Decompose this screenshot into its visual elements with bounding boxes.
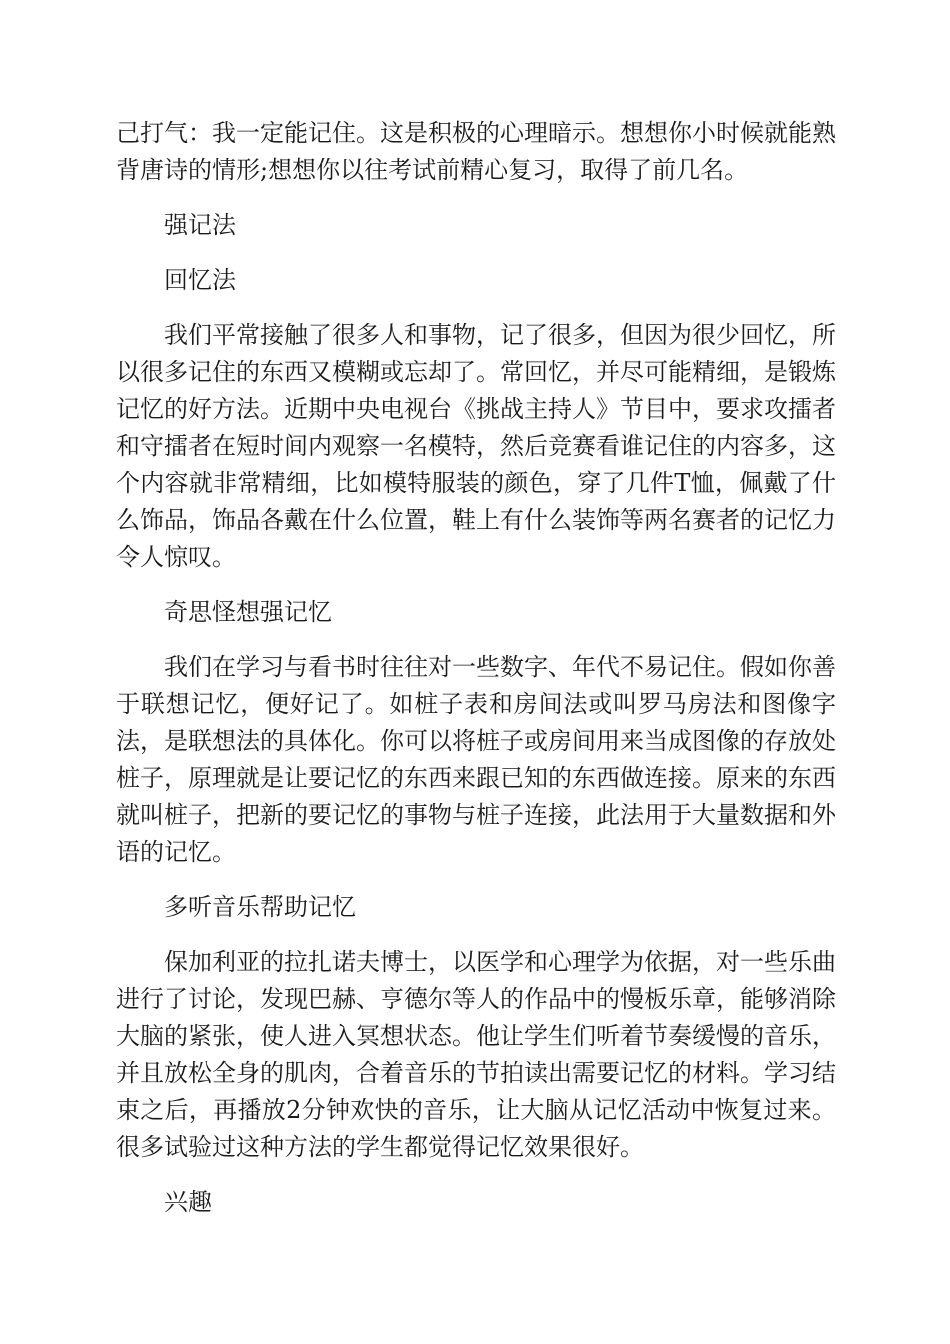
document-body [116, 115, 836, 1221]
paragraph-association-memory: 我们在学习与看书时往往对一些数字、年代不易记住。假如你善于联想记忆，便好记了。如桩子表和房间法或叫罗马房法和图像字法，是联想法的具体化。你可以将桩子或房间用来当成图像的存放处桩子，原理就是让要记忆的东西来跟已知的东西做连接。原来的东西就叫桩子，把新的要记忆的事物与桩子连接，此法用于大量数据和外语的记忆。 [116, 653, 836, 866]
heading-strong-memory: 强记法 [164, 211, 236, 239]
heading-recall-method: 回忆法 [164, 266, 236, 294]
heading-imagination-memory: 奇思怪想强记忆 [164, 598, 332, 626]
paragraph-recall-method: 我们平常接触了很多人和事物，记了很多，但因为很少回忆，所以很多记住的东西又模糊或忘却了。常回忆，并尽可能精细，是锻炼记忆的好方法。近期中央电视台《挑战主持人》节目中，要求攻擂者和守擂者在短时间内观察一名模特，然后竞赛看谁记住的内容多，这个内容就非常精细，比如模特服装的颜色，穿了几件T恤，佩戴了什么饰品，饰品各戴在什么位置，鞋上有什么装饰等两名赛者的记忆力令人惊叹。 [116, 321, 836, 571]
paragraph-self-encouragement: 己打气：我一定能记住。这是积极的心理暗示。想想你小时候就能熟背唐诗的情形;想想你以往考试前精心复习，取得了前几名。 [116, 119, 836, 184]
heading-interest: 兴趣 [164, 1188, 212, 1216]
paragraph-music-memory: 保加利亚的拉扎诺夫博士，以医学和心理学为依据，对一些乐曲进行了讨论，发现巴赫、亨德尔等人的作品中的慢板乐章，能够消除大脑的紧张，使人进入冥想状态。他让学生们听着节奏缓慢的音乐，并且放松全身的肌肉，合着音乐的节拍读出需要记忆的材料。学习结束之后，再播放2分钟欢快的音乐，让大脑从记忆活动中恢复过来。很多试验过这种方法的学生都觉得记忆效果很好。 [116, 948, 836, 1161]
heading-music-memory: 多听音乐帮助记忆 [164, 893, 356, 921]
